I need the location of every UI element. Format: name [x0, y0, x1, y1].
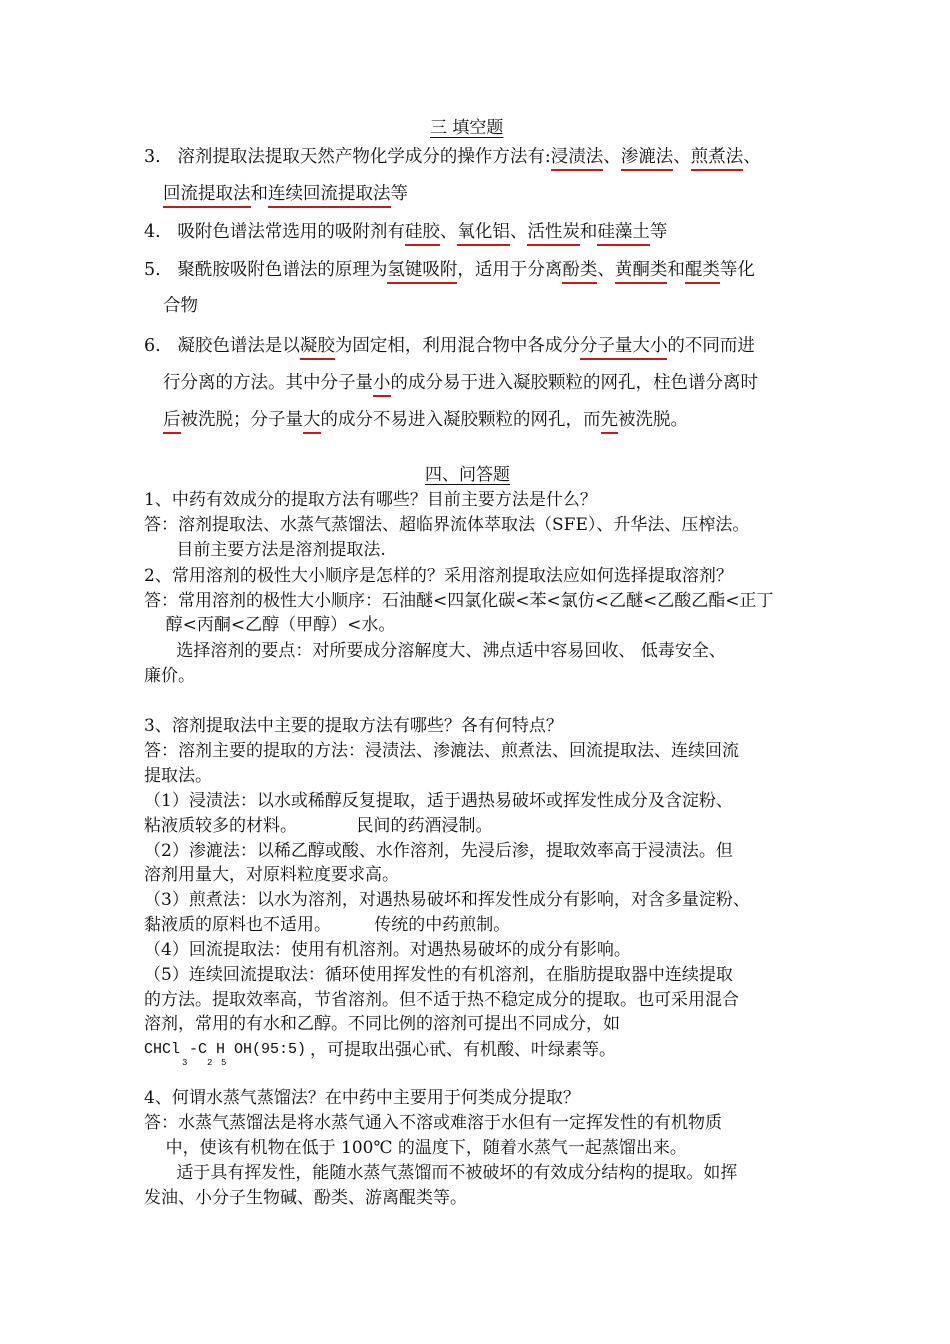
qa-line: 4、何谓水蒸气蒸馏法？在中药中主要用于何类成分提取？	[144, 1088, 580, 1108]
answer-blank: 醌类	[685, 260, 720, 284]
qa-line: （5）连续回流提取法：循环使用挥发性的有机溶剂，在脂肪提取器中连续提取	[144, 965, 733, 985]
answer-blank: 硅藻土	[597, 222, 650, 246]
question-3-line-2	[163, 183, 408, 205]
qa-line: 发油、小分子生物碱、酚类、游离醌类等。	[144, 1188, 467, 1208]
answer-blank: 氢键吸附	[387, 260, 457, 284]
qa-line: 黏液质的原料也不适用。 传统的中药煎制。	[144, 915, 511, 935]
question-6-text: 行分离的方法。其中分子量	[163, 373, 373, 393]
question-6-text: 6. 凝胶色谱法是以	[144, 336, 300, 356]
answer-blank: 连续回流提取法	[268, 184, 391, 208]
answer-blank: 大	[303, 410, 321, 434]
question-6-text: 为固定相，利用混合物中各成分	[334, 336, 580, 356]
section-heading-qa: 四、问答题	[425, 465, 510, 485]
qa-line: ，可提取出强心甙、有机酸、叶绿素等。	[310, 1040, 616, 1060]
qa-line: 粘液质较多的材料。 民间的药酒浸制。	[144, 816, 493, 836]
formula-subscript: 3	[182, 1058, 188, 1068]
question-6-text: 的成分易于进入凝胶颗粒的网孔，柱色谱分离时	[390, 373, 758, 393]
qa-line: 提取法。	[144, 766, 212, 786]
qa-line: 廉价。	[144, 666, 195, 686]
question-5-text: ，适用于分离	[457, 260, 563, 280]
answer-blank: 先	[601, 410, 619, 434]
separator: 、	[743, 147, 761, 167]
question-5-text: 5. 聚酰胺吸附色谱法的原理为	[144, 260, 388, 280]
qa-line: 溶剂用量大，对原料粒度要求高。	[144, 865, 399, 885]
question-4	[144, 221, 667, 243]
question-3-line-1	[144, 146, 761, 168]
qa-line: 答：溶剂提取法、水蒸气蒸馏法、超临界流体萃取法（SFE）、升华法、压榨法。	[144, 515, 750, 535]
suffix: 等	[649, 222, 668, 242]
question-6-text: 的成分不易进入凝胶颗粒的网孔，而	[320, 410, 601, 430]
answer-blank: 凝胶	[300, 336, 335, 360]
qa-line: 的方法。提取效率高，节省溶剂。但不适于热不稳定成分的提取。也可采用混合	[144, 990, 739, 1010]
section-heading-fill-in: 三 填空题	[430, 118, 504, 138]
qa-line: 选择溶剂的要点：对所要成分溶解度大、沸点适中容易回收、 低毒安全、	[144, 641, 726, 661]
qa-line: （3）煎煮法：以水为溶剂，对遇热易破坏和挥发性成分有影响，对含多量淀粉、	[144, 890, 750, 910]
separator: 、	[509, 222, 528, 242]
qa-line: 目前主要方法是溶剂提取法.	[144, 540, 386, 560]
qa-line: 答：溶剂主要的提取的方法：浸渍法、渗漉法、煎煮法、回流提取法、连续回流	[144, 741, 739, 761]
answer-blank: 黄酮类	[615, 260, 668, 284]
qa-line: 溶剂，常用的有水和乙醇。不同比例的溶剂可提出不同成分，如	[144, 1014, 620, 1034]
question-6-text: 的不同而进	[667, 336, 755, 356]
answer-blank: 活性炭	[527, 222, 580, 246]
separator: 、	[439, 222, 458, 242]
answer-blank: 酚类	[562, 260, 597, 284]
qa-line: 答：水蒸气蒸馏法是将水蒸气通入不溶或难溶于水但有一定挥发性的有机物质	[144, 1113, 722, 1133]
qa-line: 中，使该有机物在低于 100℃ 的温度下，随着水蒸气一起蒸馏出来。	[144, 1138, 687, 1158]
question-5-line-1	[144, 259, 755, 281]
answer-blank: 渗漉法	[621, 147, 674, 171]
separator: 、	[603, 147, 621, 167]
answer-blank: 回流提取法	[163, 184, 251, 208]
answer-blank: 氧化铝	[457, 222, 510, 246]
connector: 和	[250, 184, 268, 204]
answer-blank: 煎煮法	[691, 147, 744, 171]
question-6-line-2	[163, 372, 758, 394]
qa-line: （1）浸渍法：以水或稀醇反复提取，适于遇热易破坏或挥发性成分及含淀粉、	[144, 791, 733, 811]
question-6-line-3	[163, 409, 688, 431]
qa-line: （4）回流提取法：使用有机溶剂。对遇热易破坏的成分有影响。	[144, 940, 631, 960]
qa-line: 答：常用溶剂的极性大小顺序：石油醚<四氯化碳<苯<氯仿<乙醚<乙酸乙酯<正丁	[144, 591, 774, 611]
qa-line: 适于具有挥发性，能随水蒸气蒸馏而不被破坏的有效成分结构的提取。如挥	[144, 1163, 738, 1183]
answer-blank: 分子量大小	[580, 336, 668, 360]
formula-subscript: 2	[207, 1058, 213, 1068]
question-5-line-2: 合物	[163, 296, 198, 316]
suffix: 等	[390, 184, 408, 204]
answer-blank: 硅胶	[405, 222, 440, 246]
qa-line: 醇<丙酮<乙醇（甲醇）<水。	[144, 615, 396, 635]
answer-blank: 小	[373, 373, 391, 397]
connector: 和	[667, 260, 685, 280]
answer-blank: 浸渍法	[551, 147, 604, 171]
separator: 、	[673, 147, 691, 167]
formula-subscript: 5	[221, 1058, 227, 1068]
qa-line: 3、溶剂提取法中主要的提取方法有哪些？各有何特点？	[144, 716, 563, 736]
qa-line: （2）渗漉法：以稀乙醇或酸、水作溶剂，先浸后渗，提取效率高于浸渍法。但	[144, 841, 733, 861]
suffix: 等化	[719, 260, 755, 280]
connector: 和	[579, 222, 598, 242]
question-6-line-1	[144, 335, 755, 357]
question-6-text: 被洗脱。	[618, 410, 688, 430]
chemical-formula: CHCl -C H OH(95:5)	[144, 1041, 307, 1058]
separator: 、	[597, 260, 615, 280]
qa-line: 2、常用溶剂的极性大小顺序是怎样的？采用溶剂提取法应如何选择提取溶剂？	[144, 566, 733, 586]
answer-blank: 后	[163, 410, 181, 434]
question-6-text: 被洗脱；分子量	[180, 410, 303, 430]
question-4-text: 4. 吸附色谱法常选用的吸附剂有	[144, 222, 405, 242]
question-3-text: 3. 溶剂提取法提取天然产物化学成分的操作方法有:	[144, 147, 551, 167]
qa-line: 1、中药有效成分的提取方法有哪些？目前主要方法是什么？	[144, 490, 597, 510]
